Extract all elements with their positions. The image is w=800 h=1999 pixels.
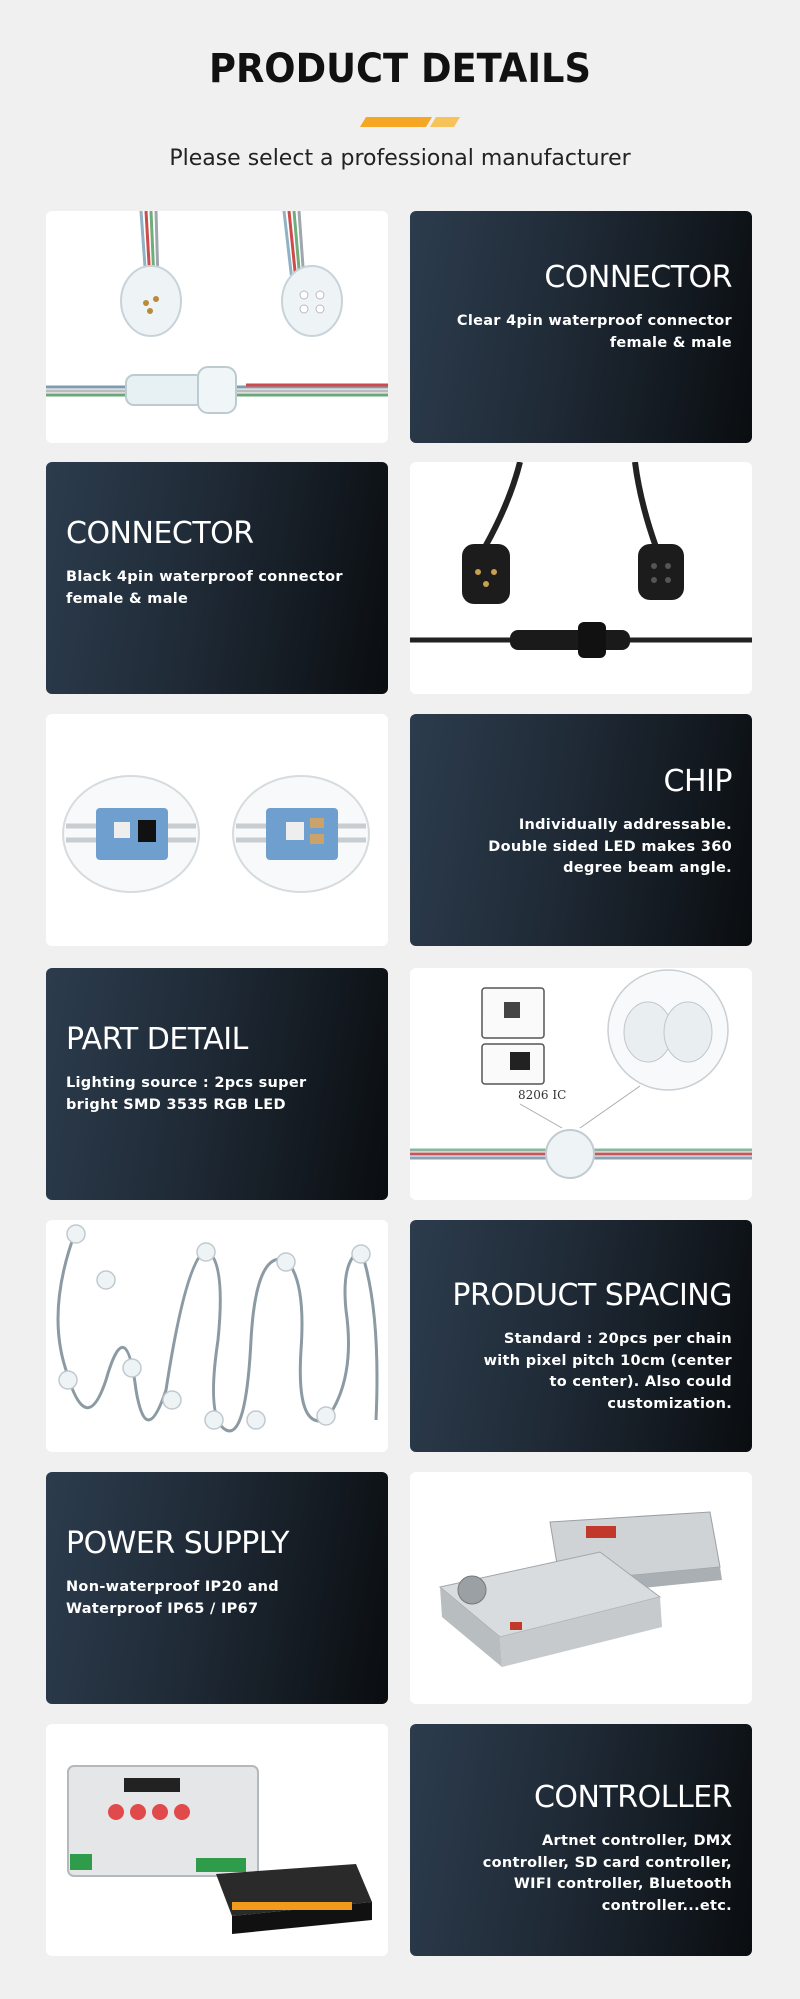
card-title: CONNECTOR [544, 260, 732, 295]
connector-black-card [46, 462, 388, 694]
card-title: CHIP [663, 764, 732, 799]
page-subtitle: Please select a professional manufacturer [169, 146, 631, 171]
chip-image [46, 714, 388, 946]
card-title: POWER SUPPLY [66, 1526, 289, 1561]
part-detail-image [410, 968, 752, 1200]
power-supply-card [46, 1472, 388, 1704]
card-title: PRODUCT SPACING [452, 1278, 732, 1313]
card-description: Individually addressable. Double sided LED makes 360 degree beam angle. [488, 817, 732, 876]
page-title: PRODUCT DETAILS [208, 46, 592, 92]
card-description: Lighting source : 2pcs super bright SMD 3535 RGB LED [66, 1075, 307, 1113]
card-description: Non-waterproof IP20 and Waterproof IP65 / IP67 [66, 1579, 279, 1617]
title-underline-decoration [360, 117, 460, 127]
ic-label: 8206 IC [518, 1088, 567, 1102]
power-supply-image [410, 1472, 752, 1704]
card-description: Black 4pin waterproof connector female & male [66, 569, 343, 607]
product-spacing-card [410, 1220, 752, 1452]
controller-card [410, 1724, 752, 1956]
card-title: CONNECTOR [66, 516, 254, 551]
black-connector-image [410, 462, 752, 694]
card-description: Artnet controller, DMX controller, SD card controller, WIFI controller, Bluetooth controller...etc. [482, 1833, 732, 1914]
pixel-chain-image [46, 1220, 388, 1452]
part-detail-card [46, 968, 388, 1200]
chip-card [410, 714, 752, 946]
card-title: PART DETAIL [66, 1022, 248, 1057]
card-title: CONTROLLER [533, 1780, 732, 1815]
card-description: Standard : 20pcs per chain with pixel pitch 10cm (center to center). Also could customization. [483, 1331, 732, 1412]
controller-image [46, 1724, 388, 1956]
card-description: Clear 4pin waterproof connector female & male [456, 313, 732, 351]
connector-clear-card [410, 211, 752, 443]
clear-connector-image [46, 211, 388, 443]
